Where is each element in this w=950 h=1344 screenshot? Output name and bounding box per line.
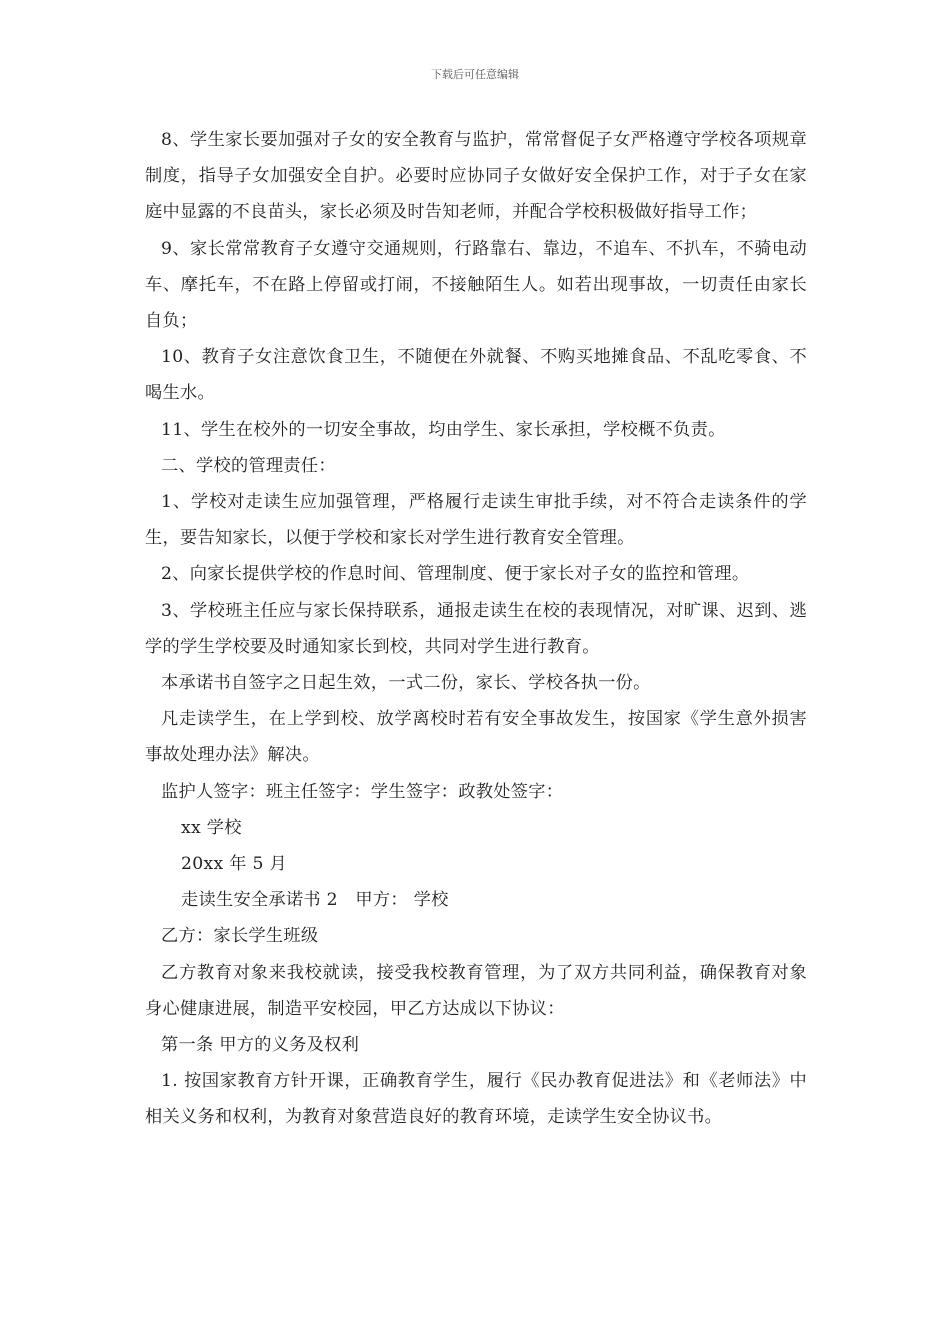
paragraph-item-9: 9、家长常常教育子女遵守交通规则，行路靠右、靠边，不追车、不扒车，不骑电动车、摩托车，不在路上停留或打闹，不接触陌生人。如若出现事故，一切责任由家长自负； bbox=[145, 238, 807, 332]
agreement-intro: 乙方教育对象来我校就读，接受我校教育管理，为了双方共同利益，确保教育对象身心健康进展，制造平安校园，甲乙方达成以下协议： bbox=[145, 962, 807, 1019]
page-header: 下载后可任意编辑 bbox=[431, 68, 519, 81]
party-b-line: 乙方：家长学生班级 bbox=[161, 926, 319, 947]
paragraph-school-3: 3、学校班主任应与家长保持联系，通报走读生在校的表现情况，对旷课、迟到、逃学的学生学校要及时通知家长到校，共同对学生进行教育。 bbox=[145, 600, 807, 657]
school-name: xx 学校 bbox=[181, 817, 242, 838]
document-date: 20xx 年 5 月 bbox=[181, 854, 287, 875]
paragraph-school-1: 1、学校对走读生应加强管理，严格履行走读生审批手续，对不符合走读条件的学生，要告知家长，以便于学校和家长对学生进行教育安全管理。 bbox=[145, 492, 807, 549]
paragraph-item-11: 11、学生在校外的一切安全事故，均由学生、家长承担，学校概不负责。 bbox=[161, 419, 726, 440]
paragraph-item-8: 8、学生家长要加强对子女的安全教育与监护，常常督促子女严格遵守学校各项规章制度，指导子女加强安全自护。必要时应协同子女做好安全保护工作，对于子女在家庭中显露的不良苗头，家长必须及时告知老师，并配合学校积极做好指导工作； bbox=[145, 130, 807, 223]
paragraph-item-10: 10、教育子女注意饮食卫生，不随便在外就餐、不购买地摊食品、不乱吃零食、不喝生水。 bbox=[145, 347, 807, 404]
document-body bbox=[145, 122, 807, 1136]
article-one-item-1: 1. 按国家教育方针开课，正确教育学生，履行《民办教育促进法》和《老师法》中相关义务和权利，为教育对象营造良好的教育环境，走读学生安全协议书。 bbox=[145, 1071, 807, 1128]
second-document-title: 走读生安全承诺书 2 甲方： 学校 bbox=[181, 890, 449, 911]
signature-line: 监护人签字：班主任签字：学生签字：政教处签字： bbox=[161, 781, 564, 802]
section-heading-school-duties: 二、学校的管理责任： bbox=[161, 455, 336, 476]
paragraph-school-2: 2、向家长提供学校的作息时间、管理制度、便于家长对子女的监控和管理。 bbox=[161, 564, 750, 585]
paragraph-effective: 本承诺书自签字之日起生效，一式二份，家长、学校各执一份。 bbox=[161, 673, 651, 694]
article-one-heading: 第一条 甲方的义务及权利 bbox=[161, 1035, 360, 1056]
paragraph-accident: 凡走读学生，在上学到校、放学离校时若有安全事故发生，按国家《学生意外损害事故处理办法》解决。 bbox=[145, 709, 807, 766]
